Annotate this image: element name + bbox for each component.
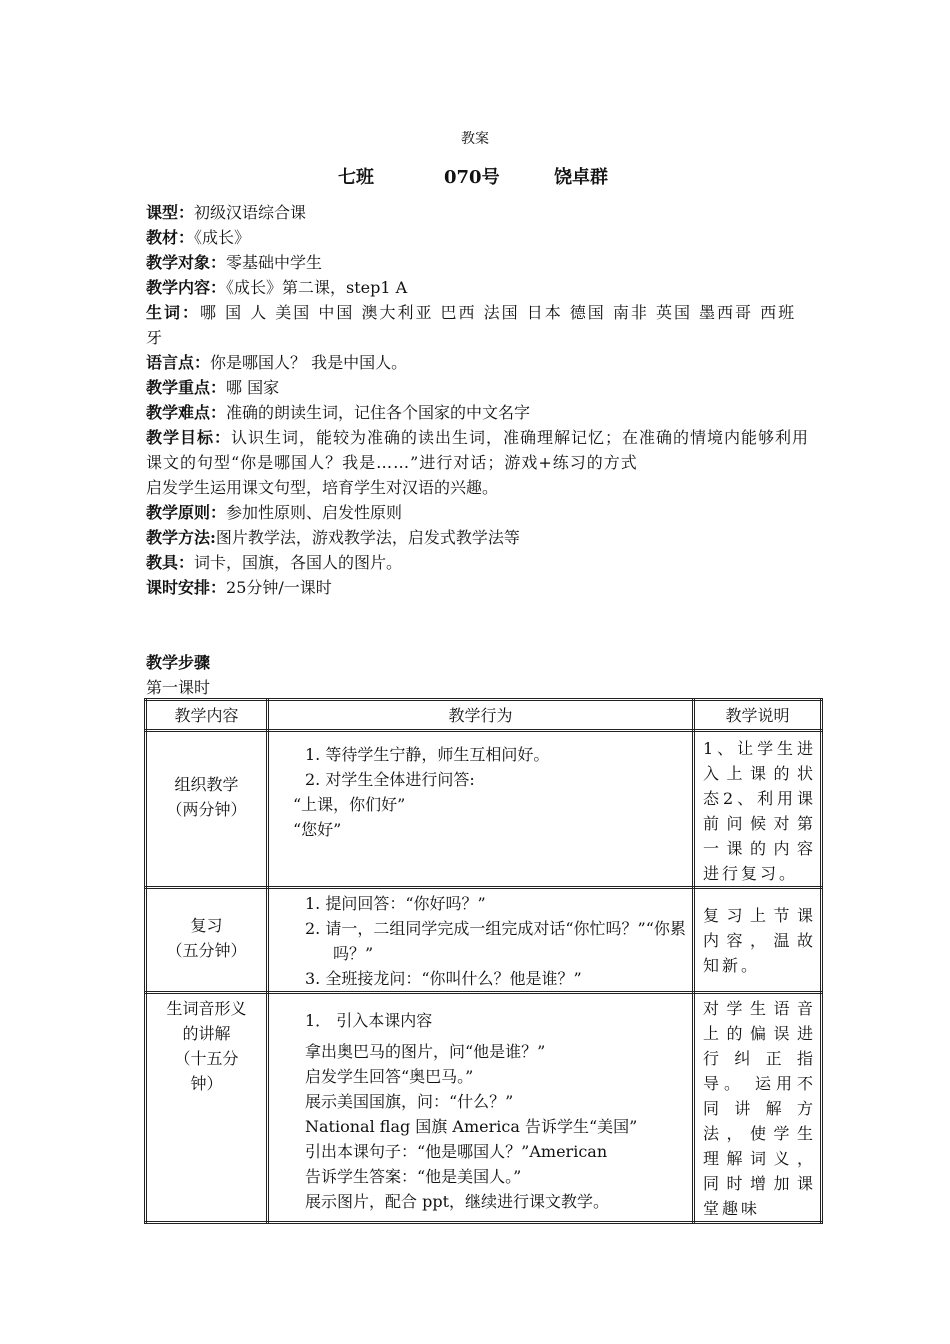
document-label: 教案: [461, 131, 489, 147]
meta-row-language-point: 语言点：你是哪国人？ 我是中国人。: [146, 353, 408, 372]
step-actions-cell: 1. 等待学生宁静，师生互相问好。 2. 对学生全体进行问答: “上课，你们好” “您好”: [268, 731, 694, 888]
steps-title: 教学步骤: [146, 653, 211, 672]
step-content-cell: 组织教学 （两分钟）: [146, 731, 268, 888]
table-row: [146, 731, 822, 888]
step-actions-cell: 1． 引入本课内容 拿出奥巴马的图片，问“他是谁？” 启发学生回答“奥巴马。” 展示美国国旗，问：“什么？” National flag 国旗 America 告诉学生“美国” 引出本课句子：“他是哪国人？”American 告诉学生答案：“他是美国人。” 展示图片，配合 ppt，继续进行课文教学。: [268, 993, 694, 1223]
meta-row-focus: 教学重点：哪 国家: [146, 378, 280, 397]
meta-row-materials: 教具：词卡，国旗，各国人的图片。: [146, 553, 403, 572]
step-notes-cell: 对学生语音上的偏误进行纠正指导。 运用不同讲解方法，使学生理解词义，同时增加课堂趣味: [694, 993, 822, 1223]
meta-row-vocab: 生词：哪 国 人 美国 中国 澳大利亚 巴西 法国 日本 德国 南非 英国 墨西哥 西班牙: [146, 303, 797, 347]
header-notes: 教学说明: [694, 700, 822, 731]
period-label: 第一课时: [146, 678, 211, 697]
table-row: [146, 993, 822, 1223]
header-class: 七班: [338, 167, 374, 188]
step-notes-cell: 复习上节课内容，温故知新。: [694, 888, 822, 993]
meta-row-goals-cont: 启发学生运用课文句型，培育学生对汉语的兴趣。: [146, 478, 499, 497]
meta-row-audience: 教学对象：零基础中学生: [146, 253, 323, 272]
step-content-cell: 生词音形义 的讲解 （十五分 钟）: [146, 993, 268, 1223]
meta-row-goals: 教学目标：认识生词，能较为准确的读出生词，准确理解记忆；在准确的情境内能够利用课文的句型“你是哪国人？我是……”进行对话；游戏+练习的方式: [146, 428, 810, 472]
lesson-meta: [146, 200, 814, 600]
table-header-row: [146, 700, 822, 731]
table-row: [146, 888, 822, 993]
meta-row-difficulty: 教学难点：准确的朗读生词，记住各个国家的中文名字: [146, 403, 531, 422]
meta-row-schedule: 课时安排：25分钟/一课时: [146, 578, 332, 597]
meta-row-principles: 教学原则：参加性原则、启发性原则: [146, 503, 403, 522]
step-notes-cell: 1、让学生进入上课的状态2、利用课前问候对第一课的内容进行复习。: [694, 731, 822, 888]
meta-row-methods: 教学方法:图片教学法，游戏教学法，启发式教学法等: [146, 528, 520, 547]
meta-row-type: 课型：初级汉语综合课: [146, 203, 307, 222]
step-content-cell: 复习 （五分钟）: [146, 888, 268, 993]
header-actions: 教学行为: [268, 700, 694, 731]
lesson-steps-table: [144, 698, 823, 1224]
header-name: 饶卓群: [554, 167, 608, 188]
header-content: 教学内容: [146, 700, 268, 731]
step-actions-cell: 1. 提问回答：“你好吗？” 2. 请一，二组同学完成一组完成对话“你忙吗？”“你累吗？” 3. 全班接龙问：“你叫什么？他是谁？”: [268, 888, 694, 993]
meta-row-content: 教学内容：《成长》第二课，step1 A: [146, 278, 408, 297]
meta-row-textbook: 教材：《成长》: [146, 228, 251, 247]
header-number: 070号: [444, 167, 500, 188]
